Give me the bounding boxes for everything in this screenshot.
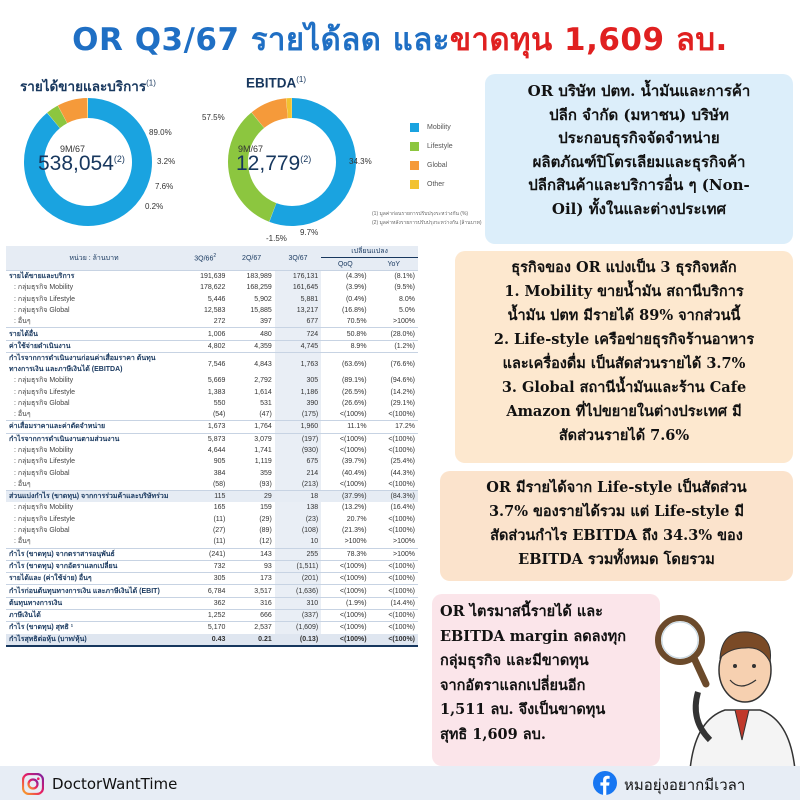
- row-value: (11): [213, 538, 226, 546]
- table-row: [6, 375, 418, 386]
- table-row: [6, 536, 418, 548]
- row-value: (40.4%): [342, 469, 367, 477]
- row-value: 480: [228, 328, 274, 340]
- table-row: [6, 271, 418, 283]
- row-value: 12,583: [203, 307, 226, 315]
- row-value: <(100%): [321, 622, 369, 634]
- row-value: 666: [228, 610, 274, 622]
- row-value: 15,885: [250, 307, 272, 315]
- change-header: เปลี่ยนแปลง: [321, 246, 418, 258]
- row-label: รายได้ขายและบริการ: [6, 271, 182, 283]
- table-row: [6, 634, 418, 646]
- row-value: (47): [259, 411, 272, 419]
- row-value: >100%: [393, 318, 415, 326]
- row-label: ส่วนแบ่งกำไร (ขาดทุน) จากการร่วมค้าและบริษัทร่วม: [6, 491, 182, 503]
- row-value: (108): [275, 525, 321, 536]
- row-value: 93: [228, 560, 274, 572]
- row-value: <(100%): [370, 433, 418, 445]
- row-value: (175): [275, 409, 321, 421]
- row-value: 168,259: [246, 284, 272, 292]
- row-value: 5,669: [207, 377, 226, 385]
- footnote-2: (2) มูลค่าหลังรายการปรับปรุงระหว่างกัน (ล้านบาท): [372, 220, 482, 226]
- revenue-pct-mobility: 89.0%: [149, 128, 172, 137]
- row-value: (25.4%): [390, 458, 415, 466]
- table-row: [6, 421, 418, 433]
- row-value: 305: [182, 573, 228, 585]
- row-value: <(100%): [321, 585, 369, 597]
- table-row: [6, 398, 418, 409]
- row-label: : กลุ่มธุรกิจ Mobility: [14, 447, 74, 454]
- row-label: ต้นทุนทางการเงิน: [6, 597, 182, 609]
- row-value: <(100%): [339, 411, 367, 419]
- row-value: 732: [182, 560, 228, 572]
- instagram-icon[interactable]: [22, 773, 44, 795]
- row-value: 214: [275, 467, 321, 478]
- row-value: 1,252: [182, 610, 228, 622]
- row-value: (26.5%): [342, 388, 367, 396]
- row-value: (44.3%): [390, 469, 415, 477]
- row-value: 305: [275, 375, 321, 386]
- row-value: (16.4%): [390, 504, 415, 512]
- row-value: (21.3%): [342, 527, 367, 535]
- row-value: (4.3%): [321, 271, 369, 283]
- row-label: ค่าเสื่อมราคาและค่าตัดจำหน่าย: [6, 421, 182, 433]
- row-value: 178,622: [200, 284, 226, 292]
- row-value: 159: [260, 504, 272, 512]
- row-value: 176,131: [275, 271, 321, 283]
- page-title: [0, 14, 800, 64]
- row-value: 1,119: [254, 458, 272, 466]
- row-value: 5,170: [182, 622, 228, 634]
- row-value: 11.1%: [321, 421, 369, 433]
- revenue-chart-title: รายได้ขายและบริการ$^{(1)}$: [20, 78, 156, 94]
- ebitda-pct-global: 9.7%: [300, 228, 319, 237]
- row-value: <(100%): [370, 610, 418, 622]
- row-value: 8.9%: [321, 340, 369, 352]
- row-label: : กลุ่มธุรกิจ Global: [14, 307, 70, 315]
- table-row: [6, 456, 418, 467]
- legend-item-lifestyle: Lifestyle: [410, 137, 453, 156]
- row-label: ค่าใช้จ่ายดำเนินงาน: [6, 340, 182, 352]
- row-value: 359: [260, 469, 272, 477]
- row-label: รายได้อื่น: [6, 328, 182, 340]
- row-value: (23): [275, 514, 321, 525]
- row-value: <(100%): [370, 585, 418, 597]
- row-value: 5,902: [254, 295, 272, 303]
- row-value: 1,741: [254, 447, 272, 454]
- row-value: 4,745: [275, 340, 321, 352]
- row-value: 3,517: [228, 585, 274, 597]
- ebitda-center-value: 12,779$^{(2)}$: [236, 152, 312, 175]
- row-value: (26.6%): [342, 399, 367, 407]
- row-value: <(100%): [370, 560, 418, 572]
- facebook-page-name[interactable]: หมอยุ่งอยากมีเวลา: [624, 776, 746, 794]
- row-value: 5,873: [182, 433, 228, 445]
- row-value: 1,186: [275, 386, 321, 397]
- row-label: กำไร (ขาดทุน) สุทธิ ¹: [6, 622, 182, 634]
- row-value: (58): [212, 480, 226, 488]
- row-value: 70.5%: [346, 318, 367, 326]
- legend-item-global: Global: [410, 156, 453, 175]
- row-value: (12): [259, 538, 272, 546]
- row-value: (89.1%): [342, 377, 367, 385]
- row-value: 677: [275, 316, 321, 328]
- row-value: (14.2%): [390, 388, 415, 396]
- row-value: <(100%): [321, 573, 369, 585]
- revenue-pct-global: 7.6%: [155, 182, 174, 191]
- table-row: [6, 491, 418, 503]
- row-value: 905: [213, 458, 226, 466]
- ebitda-pct-lifestyle: 34.3%: [349, 157, 372, 166]
- table-row: [6, 525, 418, 536]
- table-row: [6, 328, 418, 340]
- row-value: (93): [259, 480, 272, 488]
- row-value: 316: [228, 597, 274, 609]
- row-value: 550: [213, 399, 226, 407]
- row-value: 8.0%: [399, 295, 415, 303]
- chart-footnotes: [372, 210, 482, 228]
- row-value: <(100%): [370, 634, 418, 646]
- legend-item-other: Other: [410, 175, 453, 194]
- row-value: <(100%): [339, 447, 367, 454]
- row-value: (9.5%): [394, 284, 415, 292]
- col-yoy-header: YoY: [370, 258, 418, 271]
- row-value: <(100%): [321, 610, 369, 622]
- financial-table: [6, 246, 418, 647]
- row-label: กำไรสุทธิต่อหุ้น (บาท/หุ้น): [6, 634, 182, 646]
- row-label: กำไรก่อนต้นทุนทางการเงิน และภาษีเงินได้ (EBIT): [6, 585, 182, 597]
- ebitda-center-label: 9M/67: [238, 144, 264, 154]
- row-value: 4,644: [207, 447, 226, 454]
- title-red: ขาดทุน 1,609 ลบ.: [449, 22, 728, 58]
- col-2q67-header: 2Q/67: [228, 246, 274, 271]
- row-value: 362: [182, 597, 228, 609]
- row-value: 183,989: [228, 271, 274, 283]
- table-row: [6, 433, 418, 445]
- row-value: 1,763: [275, 353, 321, 376]
- revenue-pct-lifestyle: 3.2%: [157, 157, 176, 166]
- row-value: (0.4%): [345, 295, 367, 303]
- row-value: (11): [213, 515, 226, 523]
- quarter-summary-box: OR ไตรมาสนี้รายได้ และ EBITDA margin ลดลงทุก กลุ่มธุรกิจ และมีขาดทุน จากอัตราแลกเปลี่ยนอีก 1,511 ลบ. จึงเป็นขาดทุน สุทธิ 1,609 ลบ.: [432, 594, 660, 766]
- row-value: 1,673: [182, 421, 228, 433]
- row-value: 4,359: [228, 340, 274, 352]
- row-value: (54): [212, 411, 226, 419]
- row-value: 5,881: [275, 294, 321, 305]
- table-row: [6, 294, 418, 305]
- row-value: <(100%): [339, 480, 367, 488]
- row-value: 78.3%: [321, 548, 369, 560]
- row-value: 1,614: [254, 388, 272, 396]
- row-label: : อื่นๆ: [14, 411, 31, 419]
- row-label: รายได้และ (ค่าใช้จ่าย) อื่นๆ: [6, 573, 182, 585]
- row-value: 724: [275, 328, 321, 340]
- table-row: [6, 622, 418, 634]
- row-value: <(100%): [370, 622, 418, 634]
- table-row: [6, 282, 418, 293]
- row-label: ภาษีเงินได้: [6, 610, 182, 622]
- table-row: [6, 340, 418, 352]
- row-value: 0.43: [182, 634, 228, 646]
- row-value: <(100%): [388, 447, 415, 454]
- footnote-1: (1) มูลค่าก่อนรายการปรับปรุงระหว่างกัน (%): [372, 211, 469, 217]
- col-qoq-header: QoQ: [321, 258, 369, 271]
- ebitda-pct-other: -1.5%: [266, 234, 287, 243]
- row-value: (930): [275, 445, 321, 456]
- row-label: กำไรจากการดำเนินงานก่อนค่าเสื่อมราคา ต้นทุนทางการเงิน และภาษีเงินได้ (EBITDA): [6, 353, 182, 376]
- row-value: (201): [275, 573, 321, 585]
- row-value: (39.7%): [342, 458, 367, 466]
- row-value: (197): [275, 433, 321, 445]
- row-value: 255: [275, 548, 321, 560]
- row-value: (37.9%): [321, 491, 369, 503]
- row-value: 18: [275, 491, 321, 503]
- row-value: 115: [182, 491, 228, 503]
- row-value: <(100%): [388, 480, 415, 488]
- donut-slice-lifestyle: [54, 114, 63, 120]
- row-value: (28.0%): [370, 328, 418, 340]
- row-value: 6,784: [182, 585, 228, 597]
- row-value: 17.2%: [370, 421, 418, 433]
- lifestyle-insight-box: OR มีรายได้จาก Life-style เป็นสัดส่วน 3.7% ของรายได้รวม แต่ Life-style มี สัดส่วนกำไร EBITDA ถึง 34.3% ของ EBITDA รวมทั้งหมด โดยรวม: [440, 471, 793, 581]
- legend-swatch: [410, 161, 419, 170]
- row-value: (29.1%): [390, 399, 415, 407]
- table-row: [6, 316, 418, 328]
- table-row: [6, 305, 418, 316]
- row-value: (27): [212, 527, 226, 535]
- row-label: : กลุ่มธุรกิจ Lifestyle: [14, 458, 76, 466]
- ebitda-pct-mobility: 57.5%: [202, 113, 225, 122]
- row-value: 272: [213, 318, 226, 326]
- row-label: : กลุ่มธุรกิจ Mobility: [14, 377, 74, 385]
- row-value: 531: [260, 399, 272, 407]
- legend-swatch: [410, 180, 419, 189]
- col-3q67-header: 3Q/67: [275, 246, 321, 271]
- row-value: <(100%): [321, 634, 369, 646]
- row-value: 1,006: [182, 328, 228, 340]
- row-label: : กลุ่มธุรกิจ Global: [14, 527, 70, 535]
- row-value: <(100%): [370, 573, 418, 585]
- table-row: [6, 479, 418, 491]
- table-row: [6, 445, 418, 456]
- table-row: [6, 585, 418, 597]
- row-label: กำไรจากการดำเนินงานตามส่วนงาน: [6, 433, 182, 445]
- row-value: 675: [275, 456, 321, 467]
- row-value: 10: [275, 536, 321, 548]
- row-value: (89): [259, 527, 272, 535]
- row-value: 191,639: [182, 271, 228, 283]
- row-value: <(100%): [388, 411, 415, 419]
- row-value: (1,511): [275, 560, 321, 572]
- row-value: 397: [260, 318, 272, 326]
- table-row: [6, 353, 418, 376]
- ebitda-chart-title: EBITDA$^{(1)}$: [246, 75, 307, 91]
- row-value: (241): [182, 548, 228, 560]
- row-value: 20.7%: [346, 515, 367, 523]
- title-blue: OR Q3/67 รายได้ลด และ: [72, 22, 450, 58]
- instagram-handle[interactable]: DoctorWantTime: [52, 775, 178, 793]
- row-value: 310: [275, 597, 321, 609]
- row-value: 5.0%: [399, 307, 415, 315]
- table-row: [6, 467, 418, 478]
- row-value: 2,537: [228, 622, 274, 634]
- row-value: 29: [228, 491, 274, 503]
- row-value: 390: [275, 398, 321, 409]
- row-label: : อื่นๆ: [14, 480, 31, 488]
- row-value: 2,792: [254, 377, 272, 385]
- col-3q66-header: $3Q/66^2$: [182, 246, 228, 271]
- row-value: 50.8%: [321, 328, 369, 340]
- row-value: 384: [213, 469, 226, 477]
- row-value: <(100%): [388, 515, 415, 523]
- row-value: >100%: [344, 538, 367, 546]
- row-value: 7,546: [182, 353, 228, 376]
- revenue-center-value: 538,054$^{(2)}$: [38, 152, 125, 175]
- donut-slice-global: [258, 108, 287, 120]
- table-row: [6, 560, 418, 572]
- table-row: [6, 409, 418, 421]
- table-row: [6, 597, 418, 609]
- row-value: (1.2%): [370, 340, 418, 352]
- row-value: (1,609): [275, 622, 321, 634]
- detective-illustration: [650, 580, 800, 770]
- business-segments-box: ธุรกิจของ OR แบ่งเป็น 3 ธุรกิจหลัก 1. Mobility ขายน้ำมัน สถานีบริการ น้ำมัน ปตท มีรายได้ 89% จากส่วนนี้ 2. Life-style เครือข่ายธุรกิจร้านอาหาร และเครื่องดื่ม เป็นสัดส่วนรายได้ 3.7% 3. Global สถานีน้ำมันและร้าน Cafe Amazon ที่ไปขยายในต่างประเทศ มี สัดส่วนรายได้ 7.6%: [455, 251, 793, 463]
- legend-swatch: [410, 142, 419, 151]
- row-label: กำไร (ขาดทุน) จากตราสารอนุพันธ์: [6, 548, 182, 560]
- row-value: >100%: [370, 548, 418, 560]
- row-value: 173: [228, 573, 274, 585]
- chart-legend: [410, 118, 453, 194]
- table-row: [6, 386, 418, 397]
- table-row: [6, 548, 418, 560]
- row-label: : กลุ่มธุรกิจ Mobility: [14, 504, 74, 512]
- legend-item-mobility: Mobility: [410, 118, 453, 137]
- footer-bar: [0, 766, 800, 800]
- unit-header: หน่วย : ล้านบาท: [6, 246, 182, 271]
- row-value: 1,764: [228, 421, 274, 433]
- row-value: <(100%): [321, 433, 369, 445]
- row-label: : กลุ่มธุรกิจ Lifestyle: [14, 515, 76, 523]
- row-value: 4,843: [228, 353, 274, 376]
- row-label: : กลุ่มธุรกิจ Lifestyle: [14, 388, 76, 396]
- donut-slice-global: [63, 108, 88, 114]
- table-row: [6, 573, 418, 585]
- revenue-pct-other: 0.2%: [145, 202, 164, 211]
- row-label: : กลุ่มธุรกิจ Global: [14, 399, 70, 407]
- row-value: 13,217: [275, 305, 321, 316]
- row-value: (63.6%): [321, 353, 369, 376]
- row-label: : กลุ่มธุรกิจ Global: [14, 469, 70, 477]
- row-value: 161,645: [275, 282, 321, 293]
- row-value: 5,446: [207, 295, 226, 303]
- row-value: 1,383: [207, 388, 226, 396]
- row-value: (213): [275, 479, 321, 491]
- row-value: 3,079: [228, 433, 274, 445]
- table-row: [6, 502, 418, 513]
- table-row: [6, 514, 418, 525]
- row-value: 0.21: [228, 634, 274, 646]
- row-value: (1.9%): [321, 597, 369, 609]
- revenue-center-label: 9M/67: [60, 144, 86, 154]
- row-label: กำไร (ขาดทุน) จากอัตราแลกเปลี่ยน: [6, 560, 182, 572]
- row-value: <(100%): [321, 560, 369, 572]
- company-intro-box: OR บริษัท ปตท. น้ำมันและการค้า ปลีก จำกัด (มหาชน) บริษัท ประกอบธุรกิจจัดจำหน่าย ผลิตภัณฑ์ปิโตรเลียมและธุรกิจค้า ปลีกสินค้าและบริการอื่น ๆ (Non- Oil) ทั้งในและต่างประเทศ: [485, 74, 793, 244]
- row-value: (8.1%): [370, 271, 418, 283]
- row-value: 138: [275, 502, 321, 513]
- row-value: (16.8%): [342, 307, 367, 315]
- row-value: (337): [275, 610, 321, 622]
- legend-swatch: [410, 123, 419, 132]
- row-value: (0.13): [275, 634, 321, 646]
- row-value: <(100%): [388, 527, 415, 535]
- row-value: 4,802: [182, 340, 228, 352]
- row-label: : กลุ่มธุรกิจ Mobility: [14, 284, 74, 292]
- row-value: >100%: [393, 538, 415, 546]
- facebook-icon[interactable]: [593, 771, 617, 795]
- row-value: (3.9%): [345, 284, 367, 292]
- row-value: 1,960: [275, 421, 321, 433]
- row-value: (84.3%): [370, 491, 418, 503]
- table-row: [6, 610, 418, 622]
- row-value: (29): [259, 515, 272, 523]
- row-value: (1,636): [275, 585, 321, 597]
- row-value: (14.4%): [370, 597, 418, 609]
- row-value: 165: [213, 504, 226, 512]
- row-label: : กลุ่มธุรกิจ Lifestyle: [14, 295, 76, 303]
- row-value: (13.2%): [342, 504, 367, 512]
- row-label: : อื่นๆ: [14, 538, 31, 546]
- row-label: : อื่นๆ: [14, 318, 31, 326]
- row-value: (76.6%): [370, 353, 418, 376]
- row-value: 143: [228, 548, 274, 560]
- row-value: (94.6%): [390, 377, 415, 385]
